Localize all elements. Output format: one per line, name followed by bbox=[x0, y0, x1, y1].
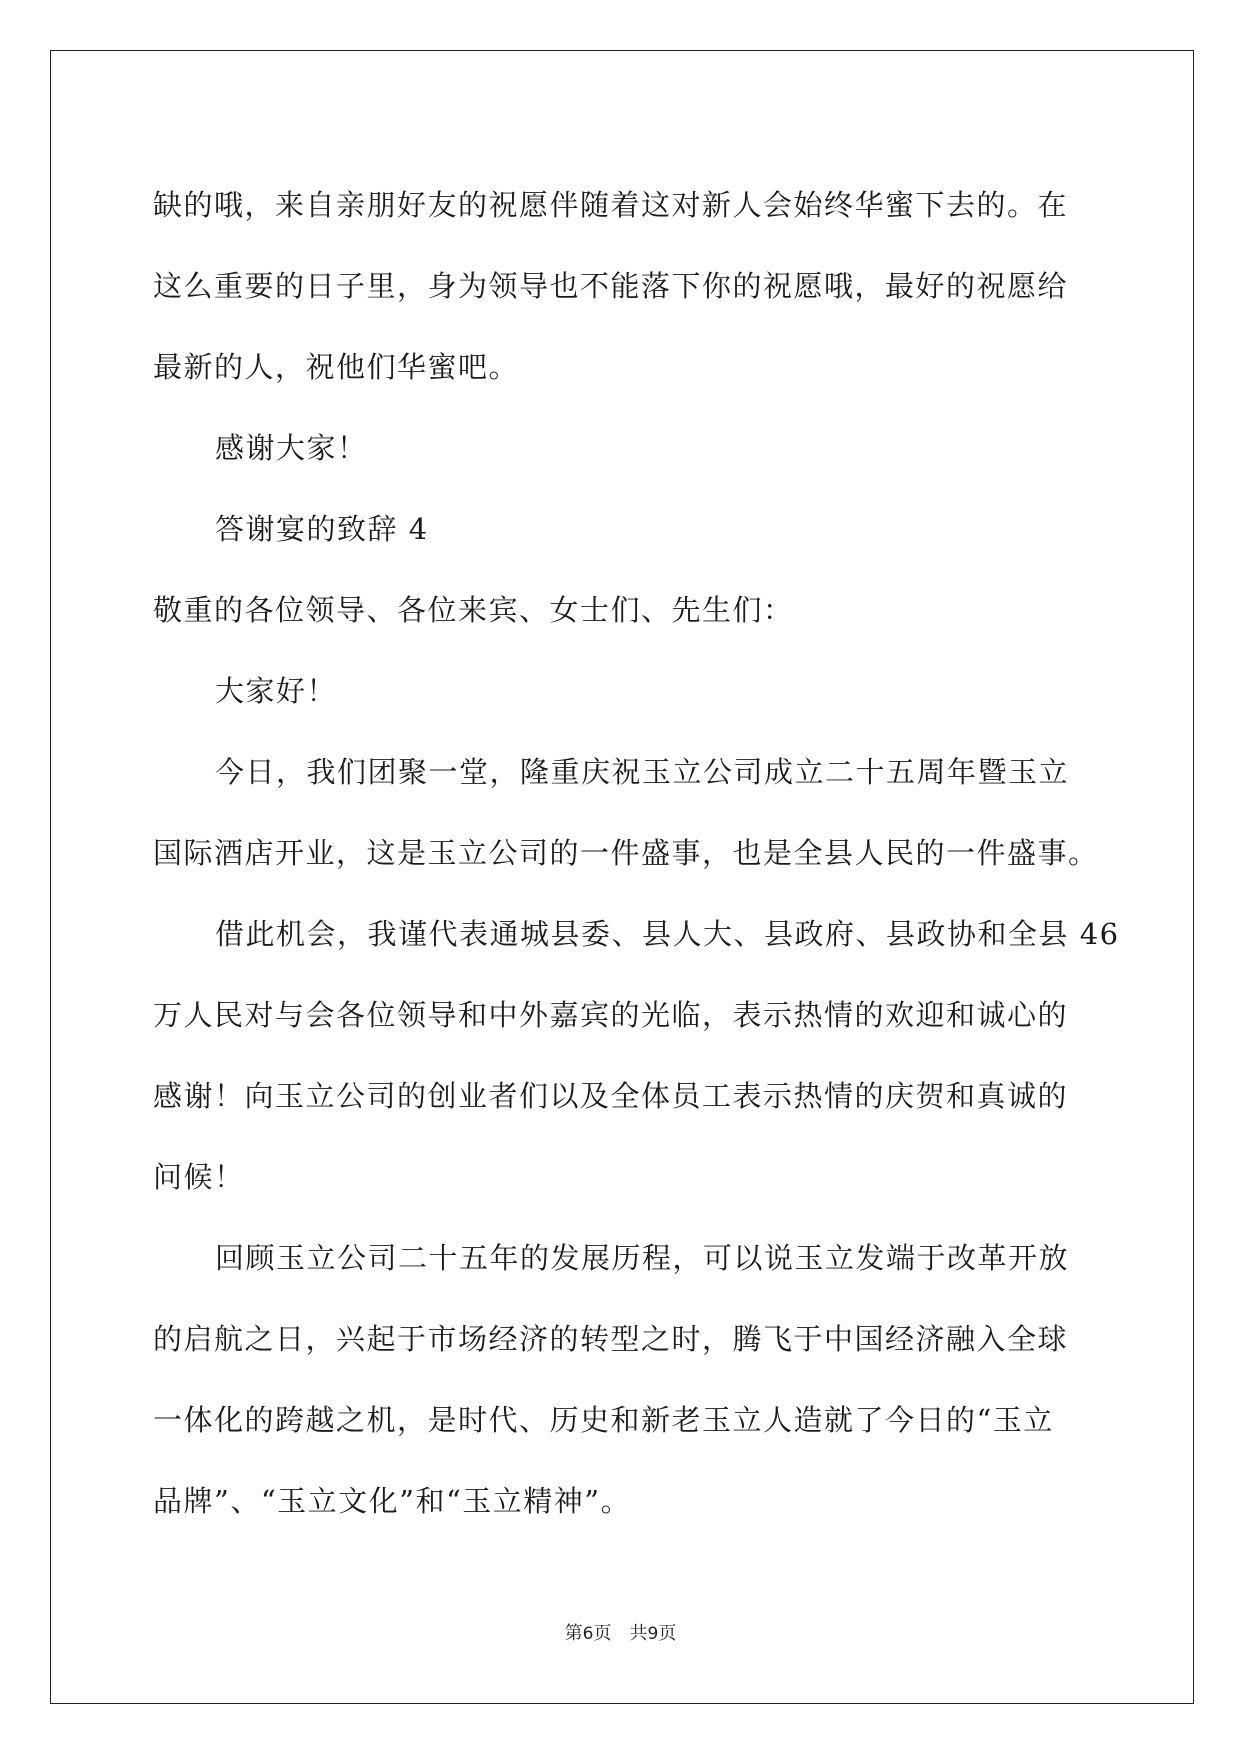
text-line: 的启航之日，兴起于市场经济的转型之时，腾飞于中国经济融入全球 bbox=[153, 1322, 1069, 1356]
text-line: 一体化的跨越之机，是时代、历史和新老玉立人造就了今日的“玉立 bbox=[153, 1403, 1054, 1437]
text-line: 国际酒店开业，这是玉立公司的一件盛事，也是全县人民的一件盛事。 bbox=[153, 836, 1099, 870]
greeting: 大家好！ bbox=[215, 674, 338, 708]
text-line: 回顾玉立公司二十五年的发展历程，可以说玉立发端于改革开放 bbox=[215, 1241, 1070, 1275]
salutation: 敬重的各位领导、各位来宾、女士们、先生们： bbox=[153, 593, 794, 627]
text-line: 这么重要的日子里，身为领导也不能落下你的祝愿哦，最好的祝愿给 bbox=[153, 269, 1069, 303]
page-suffix: 页 bbox=[593, 1623, 612, 1644]
page-prefix: 第 bbox=[564, 1623, 583, 1644]
text-line: 今日，我们团聚一堂，隆重庆祝玉立公司成立二十五周年暨玉立 bbox=[215, 755, 1070, 789]
total-suffix: 页 bbox=[658, 1623, 677, 1644]
text-line: 感谢大家！ bbox=[215, 431, 368, 465]
text-line: 缺的哦，来自亲朋好友的祝愿伴随着这对新人会始终华蜜下去的。在 bbox=[153, 188, 1069, 222]
section-heading: 答谢宴的致辞 4 bbox=[215, 512, 429, 546]
page-footer bbox=[0, 1622, 1241, 1646]
document-body bbox=[153, 165, 1120, 1542]
total-prefix: 共 bbox=[629, 1623, 648, 1644]
text-line: 问候！ bbox=[153, 1160, 245, 1194]
page-current: 6 bbox=[582, 1624, 594, 1644]
text-line: 品牌”、“玉立文化”和“玉立精神”。 bbox=[153, 1484, 632, 1518]
text-line: 借此机会，我谨代表通城县委、县人大、县政府、县政协和全县 46 bbox=[215, 917, 1120, 951]
page-total: 9 bbox=[647, 1624, 659, 1644]
text-line: 感谢！向玉立公司的创业者们以及全体员工表示热情的庆贺和真诚的 bbox=[153, 1079, 1069, 1113]
text-line: 最新的人，祝他们华蜜吧。 bbox=[153, 350, 520, 384]
text-line: 万人民对与会各位领导和中外嘉宾的光临，表示热情的欢迎和诚心的 bbox=[153, 998, 1069, 1032]
